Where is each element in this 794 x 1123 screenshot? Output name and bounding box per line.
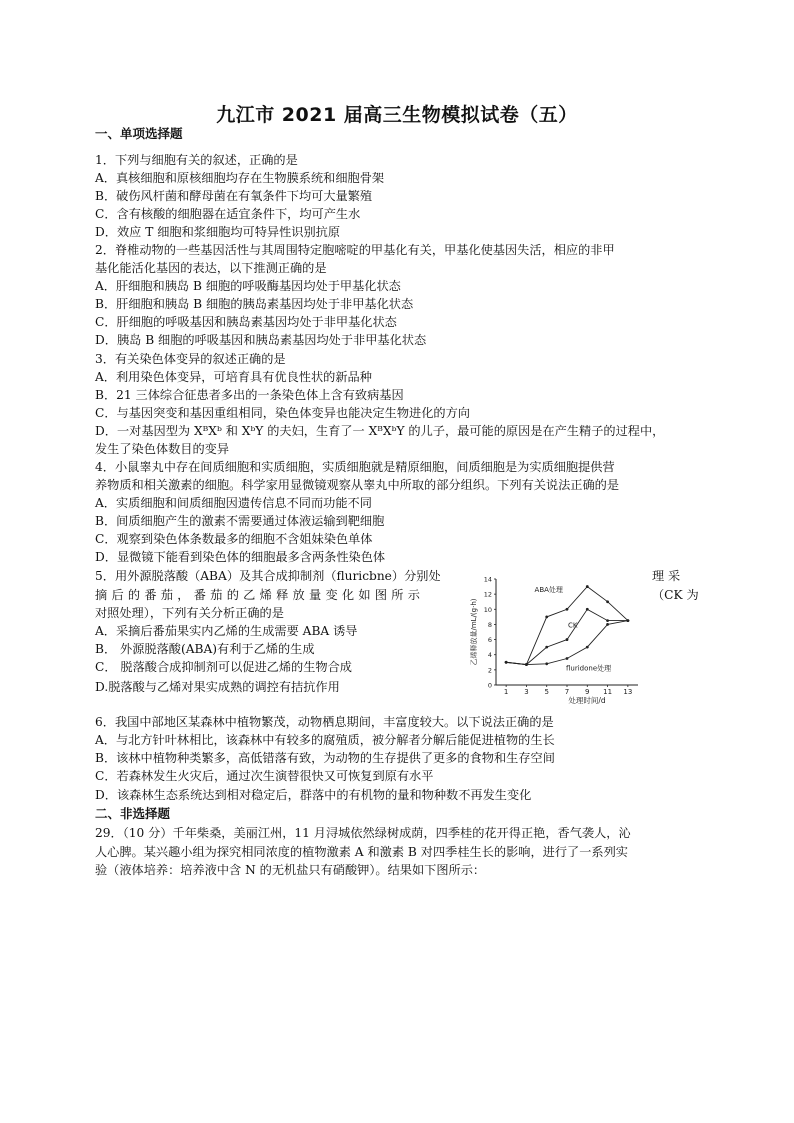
q4-option-b: B．间质细胞产生的激素不需要通过体液运输到靶细胞 [95, 514, 385, 528]
q5-stem-line1: 5．用外源脱落酸（ABA）及其合成抑制剂（fluricbne）分别处 [95, 569, 441, 583]
x-tick-label: 1 [503, 688, 509, 696]
q29-line1: 29．（10 分）千年柴桑，美丽江州，11 月浔城依然绿树成荫，四季桂的花开得正艳，香气袭人，沁 [95, 826, 631, 840]
series-label: CK [568, 621, 578, 630]
q6-option-b: B．该林中植物种类繁多，高低错落有致，为动物的生存提供了更多的食物和生存空间 [95, 751, 555, 765]
q3-option-c: C．与基因突变和基因重组相同，染色体变异也能决定生物进化的方向 [95, 406, 470, 420]
q2-option-a: A．肝细胞和胰岛 B 细胞的呼吸酶基因均处于甲基化状态 [95, 279, 401, 293]
data-point [545, 646, 548, 649]
q29-line3: 验（液体培养：培养液中含 N 的无机盐只有硝酸钾）。结果如下图所示： [95, 863, 486, 877]
section-heading-non-choice: 二、非选择题 [95, 806, 171, 821]
q3-option-d-line2: 发生了染色体数目的变异 [95, 442, 230, 456]
series-label: fluridone处理 [565, 664, 612, 673]
x-axis-label: 处理时间/d [568, 696, 606, 705]
data-point [566, 657, 569, 660]
y-tick-label: 4 [487, 651, 492, 660]
y-tick-label: 6 [487, 636, 492, 645]
q2-stem-line2: 基化能活化基因的表达，以下推测正确的是 [95, 261, 327, 275]
q2-option-c: C．肝细胞的呼吸基因和胰岛素基因均处于非甲基化状态 [95, 315, 397, 329]
q6-stem: 6．我国中部地区某森林中植物繁茂，动物栖息期间，丰富度较大。以下说法正确的是 [95, 715, 554, 729]
x-tick-label: 11 [603, 688, 613, 696]
x-tick-label: 5 [544, 688, 549, 696]
y-tick-label: 10 [483, 605, 492, 614]
q6-option-d: D．该森林生态系统达到相对稳定后，群落中的有机物的量和物种数不再发生变化 [95, 788, 532, 802]
q4-stem-line1: 4．小鼠睾丸中存在间质细胞和实质细胞，实质细胞就是精原细胞，间质细胞是为实质细胞提供营 [95, 460, 615, 474]
ethylene-release-chart [466, 573, 646, 705]
y-tick-label: 12 [483, 590, 492, 599]
q5-stem-line3: 对照处理），下列有关分析正确的是 [95, 606, 284, 620]
q1-stem: 1．下列与细胞有关的叙述，正确的是 [95, 153, 298, 167]
data-point [626, 619, 629, 622]
q3-stem: 3．有关染色体变异的叙述正确的是 [95, 352, 286, 366]
x-tick-label: 7 [564, 688, 570, 696]
data-point [606, 619, 609, 622]
y-tick-label: 2 [487, 666, 492, 675]
q4-option-a: A．实质细胞和间质细胞因遗传信息不同而功能不同 [95, 496, 372, 510]
q5-option-a: A．采摘后番茄果实内乙烯的生成需要 ABA 诱导 [95, 624, 358, 638]
y-tick-label: 0 [487, 681, 492, 690]
x-tick-label: 9 [585, 688, 590, 696]
q1-option-d: D．效应 T 细胞和浆细胞均可特异性识别抗原 [95, 225, 341, 239]
q1-option-a: A．真核细胞和原核细胞均存在生物膜系统和细胞骨架 [95, 171, 385, 185]
series-label: ABA处理 [534, 585, 563, 594]
q5-option-b: B． 外源脱落酸(ABA)有利于乙烯的生成 [95, 642, 315, 656]
q5-stem-line2-right: （CK 为 [652, 588, 699, 602]
data-point [586, 646, 589, 649]
series-line [506, 609, 628, 664]
data-point [525, 663, 528, 666]
y-tick-label: 14 [483, 575, 492, 584]
q29-line2: 人心脾。某兴趣小组为探究相同浓度的植物激素 A 和激素 B 对四季桂生长的影响，进行了一系列实 [95, 845, 628, 859]
q3-option-b: B．21 三体综合征患者多出的一条染色体上含有致病基因 [95, 388, 404, 402]
q2-option-b: B．肝细胞和胰岛 B 细胞的胰岛素基因均处于非甲基化状态 [95, 297, 414, 311]
q1-option-c: C．含有核酸的细胞器在适宜条件下，均可产生水 [95, 207, 361, 221]
data-point [545, 615, 548, 618]
x-tick-label: 13 [623, 688, 633, 696]
series-line [506, 587, 628, 665]
data-point [545, 662, 548, 665]
q4-option-d: D．显微镜下能看到染色体的细胞最多含两条性染色体 [95, 550, 386, 564]
q3-option-a: A．利用染色体变异，可培育具有优良性状的新品种 [95, 370, 372, 384]
x-tick-label: 3 [524, 688, 529, 696]
page-title: 九江市 2021 届高三生物模拟试卷（五） [216, 104, 578, 126]
data-point [566, 638, 569, 641]
y-axis-label: 乙烯释放量/mL/(g·h) [470, 598, 478, 666]
q5-option-c: C． 脱落酸合成抑制剂可以促进乙烯的生物合成 [95, 660, 352, 674]
q1-option-b: B．破伤风杆菌和酵母菌在有氧条件下均可大量繁殖 [95, 189, 373, 203]
data-point [586, 585, 589, 588]
q5-option-d: D.脱落酸与乙烯对果实成熟的调控有拮抗作用 [95, 680, 340, 694]
data-point [566, 608, 569, 611]
q6-option-c: C．若森林发生火灾后，通过次生演替很快又可恢复到原有水平 [95, 769, 434, 783]
q4-stem-line2: 养物质和相关激素的细胞。科学家用显微镜观察从睾丸中所取的部分组织。下列有关说法正确的是 [95, 478, 620, 492]
q5-stem-line1-right: 理 采 [652, 569, 681, 583]
section-heading-single-choice: 一、单项选择题 [95, 126, 183, 141]
data-point [606, 600, 609, 603]
data-point [606, 623, 609, 626]
q4-option-c: C．观察到染色体条数最多的细胞不含姐妹染色单体 [95, 532, 373, 546]
q5-stem-line2: 摘 后 的 番 茄 ， 番 茄 的 乙 烯 释 放 量 变 化 如 图 所 示 [95, 588, 421, 602]
q6-option-a: A．与北方针叶林相比，该森林中有较多的腐殖质，被分解者分解后能促进植物的生长 [95, 733, 555, 747]
data-point [586, 608, 589, 611]
q2-stem-line1: 2．脊椎动物的一些基因活性与其周围特定胞嘧啶的甲基化有关，甲基化使基因失活，相应的非甲 [95, 243, 615, 257]
data-point [505, 661, 508, 664]
y-tick-label: 8 [487, 620, 492, 629]
q3-option-d-line1: D．一对基因型为 XᴮXᵇ 和 XᵇY 的夫妇，生育了一 XᴮXᵇY 的儿子，最可能的原因是在产生精子的过程中， [95, 424, 665, 438]
q2-option-d: D．胰岛 B 细胞的呼吸基因和胰岛素基因均处于非甲基化状态 [95, 333, 427, 347]
